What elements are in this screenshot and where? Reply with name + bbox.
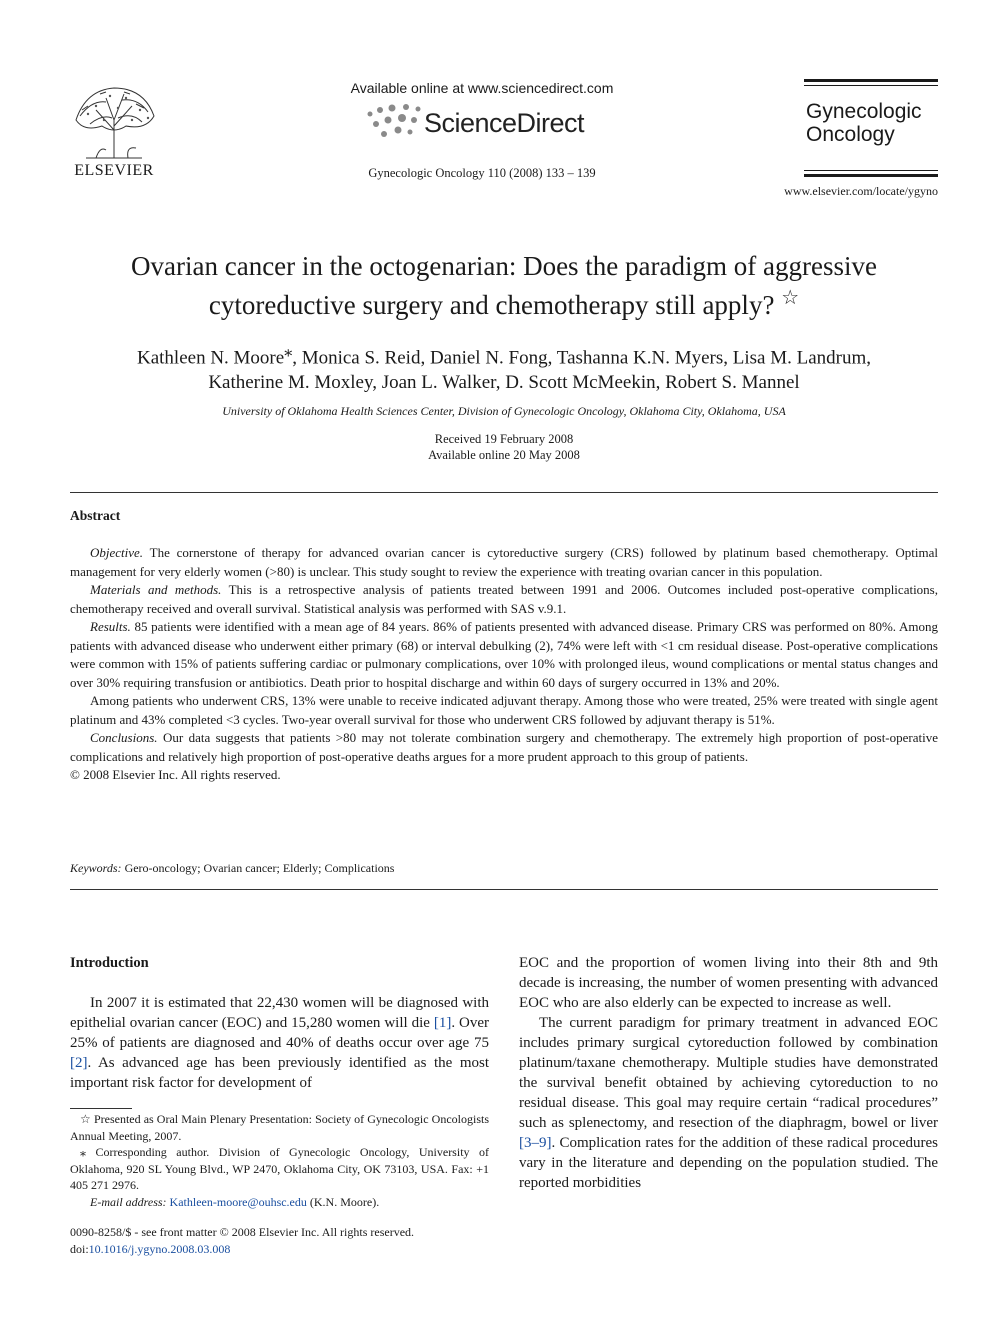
title-line1: Ovarian cancer in the octogenarian: Does the paradigm of aggressive	[131, 251, 877, 281]
citation-link[interactable]: [3–9]	[519, 1135, 552, 1151]
abstract-heading: Abstract	[70, 508, 121, 523]
journal-name-line1: Gynecologic	[806, 100, 922, 123]
doi-link[interactable]: 10.1016/j.ygyno.2008.03.008	[88, 1242, 231, 1256]
objective-label: Objective.	[90, 545, 144, 560]
abstract-copyright: © 2008 Elsevier Inc. All rights reserved.	[70, 767, 281, 782]
intro-p2-text-b: . Complication rates for the addition of these radical procedures vary in the literature and depending on the population studied. The reported morbidities	[519, 1135, 938, 1191]
title-line2: cytoreductive surgery and chemotherapy still apply?	[208, 290, 775, 320]
email-link[interactable]: Kathleen-moore@ouhsc.edu	[169, 1194, 307, 1209]
journal-url[interactable]: www.elsevier.com/locate/ygyno	[784, 184, 938, 198]
results-label: Results.	[90, 619, 131, 634]
email-label: E-mail address:	[90, 1194, 167, 1209]
author-list	[60, 339, 948, 395]
body-column-right	[519, 953, 938, 1193]
rule-top-thin	[804, 85, 938, 86]
authors-line1: , Monica S. Reid, Daniel N. Fong, Tashanna K.N. Myers, Lisa M. Landrum,	[292, 347, 871, 369]
journal-name	[806, 100, 922, 146]
intro-p2-text-a: The current paradigm for primary treatment in advanced EOC includes primary surgical cytoreduction followed by combination platinum/taxane chemotherapy. Multiple studies have demonstrated the survival benefit obtained by achieving cytoreduction to no residual disease. This goal may require certain “radical procedures” such as splenectomy, and resection of the diaphragm, bowel or liver	[519, 1015, 938, 1131]
issn-block	[70, 1224, 489, 1258]
publisher-name: ELSEVIER	[74, 162, 154, 179]
author-corresponding: Kathleen N. Moore	[136, 347, 285, 369]
footnote-star	[70, 1111, 489, 1144]
issn-line: 0090-8258/$ - see front matter © 2008 Elsevier Inc. All rights reserved.	[70, 1225, 415, 1239]
abstract-results	[70, 618, 938, 692]
abstract-results-cont: Among patients who underwent CRS, 13% were unable to receive indicated adjuvant therapy. Among those who were treated, 25% were treated with single agent platinum and 43% completed <3 cycles. Two-year overall survival for those who underwent CRS followed by adjuvant therapy is 51%.	[70, 693, 938, 727]
abstract-objective	[70, 544, 938, 581]
objective-text: The cornerstone of therapy for advanced ovarian cancer is cytoreductive surgery (CRS) followed by platinum based chemotherapy. Optimal management for very elderly women (>80) is unclear. This study sought to review the experience with treating ovarian cancer in this population.	[70, 545, 938, 579]
available-date: Available online 20 May 2008	[428, 448, 580, 462]
citation-link[interactable]: [2]	[70, 1055, 88, 1071]
email-owner: (K.N. Moore).	[306, 1194, 380, 1209]
rule-top-thick	[804, 79, 938, 82]
abstract-body	[70, 544, 938, 785]
article-dates	[70, 431, 938, 463]
rule-bottom-thick	[804, 174, 938, 177]
intro-paragraph-2	[519, 1013, 938, 1193]
affiliation: University of Oklahoma Health Sciences Center, Division of Gynecologic Oncology, Oklahoma City, Oklahoma, USA	[222, 404, 786, 418]
journal-name-line2: Oncology	[806, 123, 895, 146]
authors-line2: Katherine M. Moxley, Joan L. Walker, D. Scott McMeekin, Robert S. Mannel	[208, 372, 800, 394]
keywords-label: Keywords:	[70, 861, 122, 875]
keywords	[70, 861, 394, 876]
conclusions-label: Conclusions.	[90, 730, 158, 745]
methods-label: Materials and methods.	[90, 582, 222, 597]
results-text: 85 patients were identified with a mean age of 84 years. 86% of patients presented with advanced disease. Primary CRS was performed on 80%. Among patients with advanced disease who underwent either primary (68) or interval debulking (2), 74% were left with <1 cm residual disease. Post-operative complications were common with 15% of patients suffering cardiac or pulmonary complications, over 10% with prolonged ileus, wound complications or mental status changes and over 30% requiring transfusion or antibiotics. Death prior to hospital discharge and within 60 days of surgery occurred in 13% and 20%.	[70, 619, 938, 690]
footnotes	[70, 1111, 489, 1210]
intro-paragraph-1	[70, 993, 489, 1093]
abstract-conclusions	[70, 729, 938, 766]
intro-p1-text-c: . As advanced age has been previously identified as the most important risk factor for development of	[70, 1055, 489, 1091]
intro-p1-text-b: . Over 25% of patients are diagnosed and 40% of deaths occur over age 75	[70, 1015, 489, 1051]
footnote-rule	[70, 1108, 132, 1109]
divider-bottom	[70, 889, 938, 890]
sciencedirect-wordmark: ScienceDirect	[424, 108, 585, 138]
journal-citation: Gynecologic Oncology 110 (2008) 133 – 139	[368, 166, 596, 180]
title-footnote-star-icon[interactable]: ☆	[781, 287, 800, 309]
introduction-heading: Introduction	[70, 955, 149, 971]
footnote-star-text: Presented as Oral Main Plenary Presentation: Society of Gynecologic Oncologists Annual Meeting, 2007.	[70, 1112, 490, 1143]
footnote-corr-text: Corresponding author. Division of Gynecologic Oncology, University of Oklahoma, 920 SL Young Blvd., WP 2470, Oklahoma City, OK 73103, USA. Fax: +1 405 271 2976.	[70, 1145, 489, 1192]
abstract-methods	[70, 581, 938, 618]
article-title	[70, 250, 938, 321]
received-date: Received 19 February 2008	[434, 432, 574, 446]
keywords-list: Gero-oncology; Ovarian cancer; Elderly; Complications	[121, 861, 395, 875]
footnote-corr-mark: ⁎	[80, 1145, 86, 1159]
rule-bottom-thin	[804, 170, 938, 171]
footnote-star-icon: ☆	[80, 1112, 91, 1126]
doi-label: doi:	[70, 1242, 89, 1256]
available-online-text[interactable]: Available online at www.sciencedirect.com	[350, 80, 614, 96]
corresponding-mark[interactable]: ⁎	[284, 343, 293, 360]
conclusions-text: Our data suggests that patients >80 may not tolerate combination surgery and chemotherapy. The extremely high proportion of post-operative complications and relatively high proportion of post-operative deaths argues for a more prudent approach to this group of patients.	[70, 730, 938, 764]
intro-paragraph-1-cont: EOC and the proportion of women living into their 8th and 9th decade is increasing, the number of women presenting with advanced EOC who are also elderly can be expected to increase as well.	[519, 955, 938, 1011]
methods-text: This is a retrospective analysis of patients treated between 1991 and 2006. Outcomes included post-operative complications, chemotherapy received and overall survival. Statistical analysis was performed with SAS v.9.1.	[70, 582, 938, 616]
divider-top	[70, 492, 938, 493]
footnote-email	[70, 1194, 489, 1211]
intro-p1-text-a: In 2007 it is estimated that 22,430 women will be diagnosed with epithelial ovarian cancer (EOC) and 15,280 women will die	[70, 995, 489, 1031]
footnote-corresponding	[70, 1144, 489, 1194]
citation-link[interactable]: [1]	[433, 1015, 452, 1031]
body-column-left	[70, 993, 489, 1093]
